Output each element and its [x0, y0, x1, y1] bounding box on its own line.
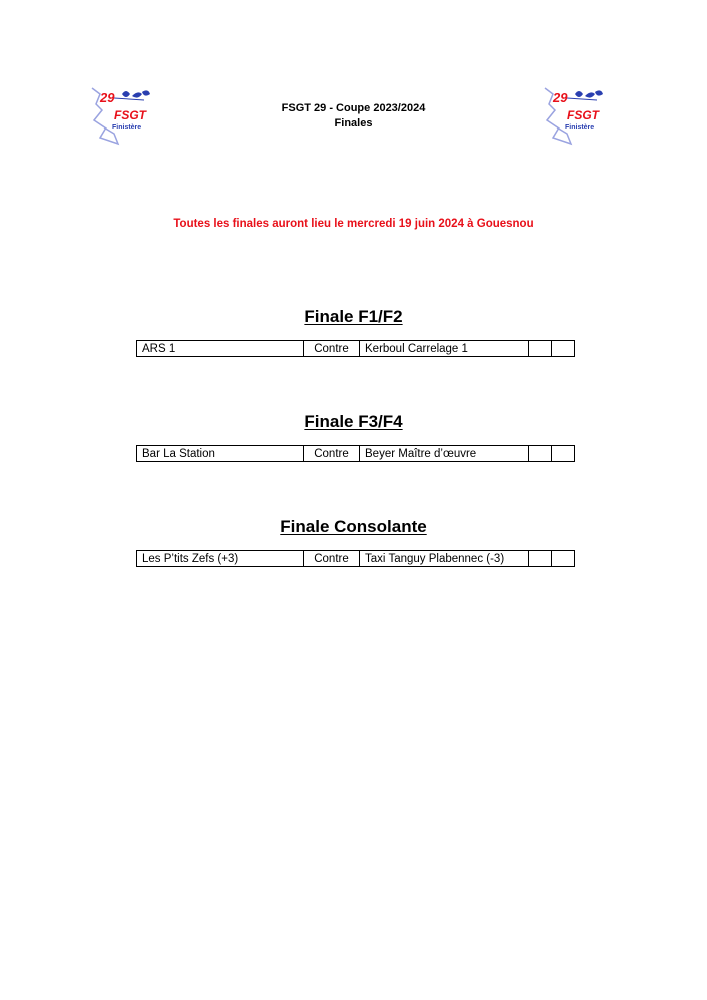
- score-away-cell: [552, 446, 575, 462]
- logo-region: Finistère: [112, 124, 142, 131]
- table-row: [137, 446, 575, 462]
- logo-number: 29: [100, 90, 115, 105]
- table-row: [137, 341, 575, 357]
- header-subtitle: Finales: [334, 117, 373, 129]
- finals-notice: Toutes les finales auront lieu le mercredi 19 juin 2024 à Gouesnou: [173, 218, 534, 230]
- logo-acronym: FSGT: [567, 108, 599, 122]
- versus-label: Contre: [304, 551, 360, 567]
- section-title-f3-f4: Finale F3/F4: [304, 412, 403, 431]
- match-table-f1-f2: [136, 340, 575, 357]
- section-title-consolante: Finale Consolante: [280, 517, 427, 536]
- team-away: Taxi Tanguy Plabennec (-3): [360, 551, 529, 567]
- logo-acronym: FSGT: [114, 108, 146, 122]
- score-away-cell: [552, 341, 575, 357]
- table-row: [137, 551, 575, 567]
- score-away-cell: [552, 551, 575, 567]
- team-home: Bar La Station: [137, 446, 304, 462]
- section-title-f1-f2: Finale F1/F2: [304, 307, 403, 326]
- score-home-cell: [529, 341, 552, 357]
- score-home-cell: [529, 551, 552, 567]
- match-table-consolante: [136, 550, 575, 567]
- versus-label: Contre: [304, 341, 360, 357]
- document-header: [0, 101, 707, 131]
- team-home: Les P’tits Zefs (+3): [137, 551, 304, 567]
- team-away: Beyer Maître d’œuvre: [360, 446, 529, 462]
- team-away: Kerboul Carrelage 1: [360, 341, 529, 357]
- match-table-f3-f4: [136, 445, 575, 462]
- team-home: ARS 1: [137, 341, 304, 357]
- score-home-cell: [529, 446, 552, 462]
- logo-region: Finistère: [565, 124, 595, 131]
- header-title: FSGT 29 - Coupe 2023/2024: [281, 102, 426, 114]
- versus-label: Contre: [304, 446, 360, 462]
- logo-number: 29: [553, 90, 568, 105]
